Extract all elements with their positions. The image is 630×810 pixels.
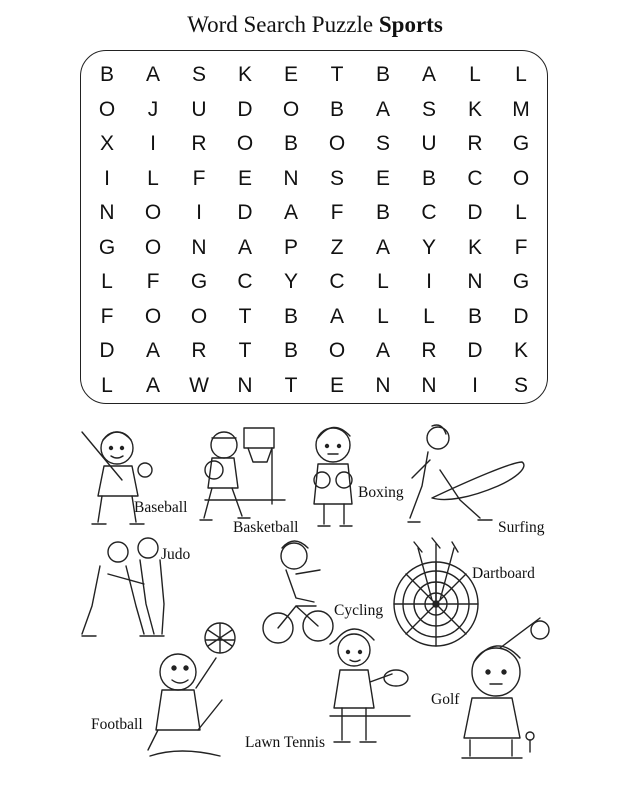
grid-letter[interactable]: G [512, 270, 530, 294]
grid-letter[interactable]: O [282, 97, 300, 121]
grid-letter[interactable]: N [467, 270, 483, 294]
grid-letter[interactable]: S [375, 132, 390, 156]
grid-letter[interactable]: F [514, 235, 528, 259]
grid-letter[interactable]: K [467, 235, 482, 259]
grid-letter[interactable]: O [144, 201, 162, 225]
grid-letter[interactable]: F [146, 270, 160, 294]
grid-letter[interactable]: B [283, 304, 298, 328]
grid-letter[interactable]: N [237, 373, 253, 397]
grid-letter[interactable]: A [237, 235, 252, 259]
grid-letter[interactable]: S [513, 373, 528, 397]
grid-letter[interactable]: O [328, 132, 346, 156]
grid-letter[interactable]: E [237, 166, 252, 190]
tennis-player-illustration [330, 629, 410, 742]
grid-letter[interactable]: F [100, 304, 114, 328]
grid-letter[interactable]: R [191, 339, 207, 363]
grid-letter[interactable]: I [196, 201, 202, 225]
grid-letter[interactable]: A [421, 63, 436, 87]
grid-letter[interactable]: Y [283, 270, 298, 294]
grid-letter[interactable]: O [236, 132, 254, 156]
grid-letter[interactable]: D [467, 339, 483, 363]
grid-letter[interactable]: X [99, 132, 114, 156]
grid-letter[interactable]: O [98, 97, 116, 121]
grid-letter[interactable]: K [513, 339, 528, 363]
grid-letter[interactable]: B [421, 166, 436, 190]
grid-letter[interactable]: Y [421, 235, 436, 259]
grid-letter[interactable]: I [472, 373, 478, 397]
grid-letter[interactable]: T [238, 304, 252, 328]
grid-letter[interactable]: I [426, 270, 432, 294]
grid-letter[interactable]: O [144, 304, 162, 328]
grid-letter[interactable]: R [421, 339, 437, 363]
grid-letter[interactable]: S [191, 63, 206, 87]
grid-letter[interactable]: A [283, 201, 298, 225]
grid-letter[interactable]: C [421, 201, 437, 225]
grid-letter[interactable]: J [147, 97, 159, 121]
grid-letter[interactable]: U [421, 132, 437, 156]
grid-letter[interactable]: K [237, 63, 252, 87]
grid-letter[interactable]: S [421, 97, 436, 121]
grid-letter[interactable]: F [330, 201, 344, 225]
judo-fighters-illustration [82, 538, 164, 636]
grid-letter[interactable]: N [421, 373, 437, 397]
grid-letter[interactable]: E [329, 373, 344, 397]
dartboard-illustration [394, 538, 478, 646]
title-main: Word Search Puzzle [187, 12, 374, 37]
grid-letter[interactable]: A [375, 235, 390, 259]
golfer-illustration [462, 618, 549, 758]
label-cycling: Cycling [334, 602, 384, 619]
grid-letter[interactable]: A [145, 373, 160, 397]
grid-letter[interactable]: P [283, 235, 298, 259]
label-dartboard: Dartboard [472, 565, 535, 582]
grid-letter[interactable]: B [329, 97, 344, 121]
grid-letter[interactable]: D [237, 97, 253, 121]
grid-letter[interactable]: L [101, 373, 113, 397]
grid-letter[interactable]: T [330, 63, 344, 87]
label-baseball: Baseball [134, 499, 188, 516]
grid-letter[interactable]: L [377, 304, 389, 328]
grid-letter[interactable]: C [237, 270, 253, 294]
grid-letter[interactable]: G [98, 235, 116, 259]
grid-letter[interactable]: O [144, 235, 162, 259]
grid-letter[interactable]: B [283, 339, 298, 363]
grid-letter[interactable]: D [467, 201, 483, 225]
title-bold: Sports [378, 12, 443, 37]
grid-letter[interactable]: Z [330, 235, 344, 259]
grid-letter[interactable]: G [512, 132, 530, 156]
grid-letter[interactable]: C [329, 270, 345, 294]
grid-letter[interactable]: N [191, 235, 207, 259]
grid-letter[interactable]: O [512, 166, 530, 190]
grid-letter[interactable]: A [375, 97, 390, 121]
grid-letter[interactable]: O [190, 304, 208, 328]
grid-letter[interactable]: T [284, 373, 298, 397]
grid-letter[interactable]: N [375, 373, 391, 397]
basketball-player-illustration [200, 428, 285, 520]
grid-letter[interactable]: L [377, 270, 389, 294]
boxer-illustration [314, 427, 352, 526]
grid-letter[interactable]: A [145, 339, 160, 363]
grid-letter[interactable]: A [329, 304, 344, 328]
grid-letter[interactable]: L [147, 166, 159, 190]
grid-letter[interactable]: G [190, 270, 208, 294]
surfer-illustration [408, 425, 524, 522]
grid-letter[interactable]: U [191, 97, 207, 121]
grid-letter[interactable]: B [375, 63, 390, 87]
grid-letter[interactable]: B [283, 132, 298, 156]
label-lawn-tennis: Lawn Tennis [245, 734, 325, 751]
grid-letter[interactable]: W [189, 373, 209, 397]
grid-letter[interactable]: F [192, 166, 206, 190]
grid-letter[interactable]: B [467, 304, 482, 328]
grid-letter[interactable]: L [423, 304, 435, 328]
grid-letter[interactable]: A [375, 339, 390, 363]
grid-letter[interactable]: D [513, 304, 529, 328]
grid-letter[interactable]: B [99, 63, 114, 87]
football-player-illustration [148, 623, 235, 756]
label-football: Football [91, 716, 143, 733]
grid-letter[interactable]: B [375, 201, 390, 225]
grid-letter[interactable]: S [329, 166, 344, 190]
grid-letter[interactable]: N [99, 201, 115, 225]
grid-letter[interactable]: I [150, 132, 156, 156]
grid-letter[interactable]: A [145, 63, 160, 87]
label-basketball: Basketball [233, 519, 299, 536]
grid-letter[interactable]: N [283, 166, 299, 190]
grid-letter[interactable]: E [283, 63, 298, 87]
grid-letter[interactable]: D [237, 201, 253, 225]
grid-letter[interactable]: L [515, 63, 527, 87]
grid-letter[interactable]: E [375, 166, 390, 190]
cyclist-illustration [263, 541, 333, 643]
grid-letter[interactable]: L [101, 270, 113, 294]
grid-letter[interactable]: L [515, 201, 527, 225]
grid-letter[interactable]: M [512, 97, 530, 121]
label-boxing: Boxing [358, 484, 404, 501]
grid-letter[interactable]: I [104, 166, 110, 190]
label-surfing: Surfing [498, 519, 545, 536]
label-judo: Judo [161, 546, 191, 563]
grid-letter[interactable]: T [238, 339, 252, 363]
grid-letter[interactable]: L [469, 63, 481, 87]
grid-letter[interactable]: D [99, 339, 115, 363]
grid-letter[interactable]: R [191, 132, 207, 156]
grid-letter[interactable]: C [467, 166, 483, 190]
label-golf: Golf [431, 691, 460, 708]
grid-letter[interactable]: K [467, 97, 482, 121]
grid-letter[interactable]: R [467, 132, 483, 156]
grid-letter[interactable]: O [328, 339, 346, 363]
